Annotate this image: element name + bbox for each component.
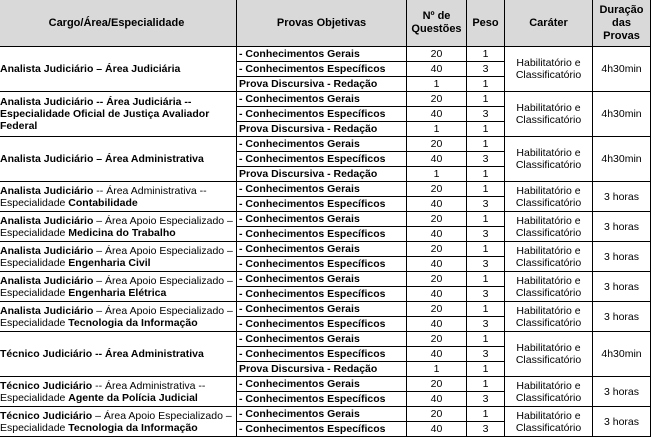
- questoes-cell: 40: [407, 422, 467, 437]
- cargo-cell: [0, 377, 237, 407]
- carater-cell: Habilitatório e Classificatório: [505, 182, 593, 212]
- questoes-cell: 40: [407, 392, 467, 407]
- table-row: [0, 182, 651, 197]
- cargo-cell: [0, 302, 237, 332]
- prova-cell: - Conhecimentos Gerais: [237, 212, 407, 227]
- prova-cell: Prova Discursiva - Redação: [237, 167, 407, 182]
- cargo-text: Técnico Judiciário: [0, 409, 93, 422]
- cargo-text: Analista Judiciário: [0, 214, 94, 227]
- prova-cell: Prova Discursiva - Redação: [237, 362, 407, 377]
- header-provas: Provas Objetivas: [237, 0, 407, 47]
- prova-cell: - Conhecimentos Gerais: [237, 302, 407, 317]
- table-row: [0, 137, 651, 152]
- questoes-cell: 40: [407, 287, 467, 302]
- duracao-cell: 3 horas: [593, 242, 651, 272]
- cargo-cell: [0, 137, 237, 182]
- questoes-cell: 40: [407, 62, 467, 77]
- peso-cell: 1: [467, 212, 505, 227]
- cargo-text: Engenharia Civil: [68, 256, 151, 269]
- peso-cell: 3: [467, 107, 505, 122]
- peso-cell: 3: [467, 317, 505, 332]
- table-row: [0, 302, 651, 317]
- questoes-cell: 1: [407, 167, 467, 182]
- questoes-cell: 20: [407, 377, 467, 392]
- prova-cell: - Conhecimentos Específicos: [237, 317, 407, 332]
- carater-cell: Habilitatório e Classificatório: [505, 242, 593, 272]
- table-row: [0, 377, 651, 392]
- peso-cell: 3: [467, 422, 505, 437]
- peso-cell: 1: [467, 242, 505, 257]
- peso-cell: 1: [467, 137, 505, 152]
- peso-cell: 3: [467, 347, 505, 362]
- duracao-cell: 3 horas: [593, 407, 651, 437]
- prova-cell: - Conhecimentos Gerais: [237, 407, 407, 422]
- cargo-text: Técnico Judiciário: [0, 379, 93, 392]
- questoes-cell: 20: [407, 272, 467, 287]
- peso-cell: 1: [467, 362, 505, 377]
- prova-cell: - Conhecimentos Específicos: [237, 347, 407, 362]
- prova-cell: - Conhecimentos Gerais: [237, 242, 407, 257]
- cargo-text: Técnico Judiciário -- Área Administrativa: [0, 348, 204, 360]
- cargo-text: Analista Judiciário -- Área Judiciária -- Especialidade Oficial de Justiça Avaliador Federal: [0, 96, 210, 132]
- peso-cell: 1: [467, 377, 505, 392]
- cargo-text: Analista Judiciário: [0, 244, 94, 257]
- peso-cell: 1: [467, 92, 505, 107]
- cargo-text: – Área Apoio Especializado – Especialidade: [0, 304, 233, 329]
- questoes-cell: 20: [407, 182, 467, 197]
- questoes-cell: 1: [407, 77, 467, 92]
- questoes-cell: 40: [407, 152, 467, 167]
- questoes-cell: 40: [407, 347, 467, 362]
- carater-cell: Habilitatório e Classificatório: [505, 92, 593, 137]
- table-row: [0, 212, 651, 227]
- carater-cell: Habilitatório e Classificatório: [505, 272, 593, 302]
- cargo-text: Analista Judiciário: [0, 274, 94, 287]
- peso-cell: 3: [467, 392, 505, 407]
- cargo-cell: [0, 92, 237, 137]
- prova-cell: - Conhecimentos Gerais: [237, 377, 407, 392]
- prova-cell: - Conhecimentos Específicos: [237, 197, 407, 212]
- prova-cell: - Conhecimentos Gerais: [237, 182, 407, 197]
- table-row: [0, 332, 651, 347]
- prova-cell: - Conhecimentos Gerais: [237, 272, 407, 287]
- peso-cell: 1: [467, 407, 505, 422]
- cargo-text: Analista Judiciário – Área Administrativa: [0, 153, 204, 165]
- cargo-cell: [0, 47, 237, 92]
- cargo-text: – Área Apoio Especializado – Especialidade: [0, 244, 233, 269]
- questoes-cell: 40: [407, 257, 467, 272]
- carater-cell: Habilitatório e Classificatório: [505, 332, 593, 377]
- peso-cell: 1: [467, 302, 505, 317]
- prova-cell: - Conhecimentos Específicos: [237, 227, 407, 242]
- cargo-text: – Área Apoio Especializado – Especialidade: [0, 214, 233, 239]
- cargo-text: -- Área Administrativa -- Especialidade: [0, 379, 206, 404]
- duracao-cell: 3 horas: [593, 212, 651, 242]
- questoes-cell: 1: [407, 362, 467, 377]
- carater-cell: Habilitatório e Classificatório: [505, 302, 593, 332]
- cargo-cell: [0, 272, 237, 302]
- prova-cell: Prova Discursiva - Redação: [237, 122, 407, 137]
- duracao-cell: 4h30min: [593, 47, 651, 92]
- cargo-cell: [0, 332, 237, 377]
- prova-cell: - Conhecimentos Gerais: [237, 137, 407, 152]
- questoes-cell: 40: [407, 197, 467, 212]
- header-duracao: Duração das Provas: [593, 0, 651, 47]
- questoes-cell: 40: [407, 227, 467, 242]
- prova-cell: - Conhecimentos Específicos: [237, 62, 407, 77]
- questoes-cell: 1: [407, 122, 467, 137]
- cargo-text: – Área Apoio Especializado – Especialidade: [0, 409, 232, 434]
- peso-cell: 1: [467, 122, 505, 137]
- questoes-cell: 20: [407, 92, 467, 107]
- cargo-text: Engenharia Elétrica: [68, 286, 167, 299]
- cargo-cell: [0, 212, 237, 242]
- cargo-text: Analista Judiciário – Área Judiciária: [0, 63, 181, 75]
- header-carater: Caráter: [505, 0, 593, 47]
- carater-cell: Habilitatório e Classificatório: [505, 212, 593, 242]
- peso-cell: 1: [467, 167, 505, 182]
- header-peso: Peso: [467, 0, 505, 47]
- table-row: [0, 47, 651, 62]
- peso-cell: 3: [467, 287, 505, 302]
- peso-cell: 1: [467, 182, 505, 197]
- questoes-cell: 20: [407, 302, 467, 317]
- duracao-cell: 3 horas: [593, 302, 651, 332]
- questoes-cell: 20: [407, 137, 467, 152]
- table-row: [0, 272, 651, 287]
- peso-cell: 1: [467, 77, 505, 92]
- duracao-cell: 3 horas: [593, 377, 651, 407]
- header-cargo: Cargo/Área/Especialidade: [0, 0, 237, 47]
- cargo-text: -- Área Administrativa -- Especialidade: [0, 184, 207, 209]
- peso-cell: 3: [467, 257, 505, 272]
- questoes-cell: 40: [407, 317, 467, 332]
- header-row: [0, 0, 651, 47]
- table-row: [0, 92, 651, 107]
- prova-cell: - Conhecimentos Gerais: [237, 332, 407, 347]
- duracao-cell: 4h30min: [593, 137, 651, 182]
- peso-cell: 3: [467, 152, 505, 167]
- prova-cell: - Conhecimentos Específicos: [237, 392, 407, 407]
- carater-cell: Habilitatório e Classificatório: [505, 137, 593, 182]
- questoes-cell: 20: [407, 212, 467, 227]
- cargo-text: Contabilidade: [68, 196, 138, 209]
- table-body: [0, 47, 651, 437]
- prova-cell: - Conhecimentos Específicos: [237, 422, 407, 437]
- cargo-text: Tecnologia da Informação: [68, 316, 198, 329]
- duracao-cell: 3 horas: [593, 272, 651, 302]
- cargo-text: Analista Judiciário: [0, 304, 94, 317]
- prova-cell: - Conhecimentos Específicos: [237, 152, 407, 167]
- cargo-cell: [0, 242, 237, 272]
- prova-cell: - Conhecimentos Gerais: [237, 92, 407, 107]
- cargo-text: Agente da Polícia Judicial: [68, 391, 198, 404]
- cargo-text: Medicina do Trabalho: [68, 226, 176, 239]
- peso-cell: 1: [467, 332, 505, 347]
- questoes-cell: 20: [407, 47, 467, 62]
- prova-cell: - Conhecimentos Gerais: [237, 47, 407, 62]
- peso-cell: 3: [467, 227, 505, 242]
- peso-cell: 1: [467, 47, 505, 62]
- duracao-cell: 4h30min: [593, 332, 651, 377]
- cargo-text: – Área Apoio Especializado – Especialidade: [0, 274, 233, 299]
- carater-cell: Habilitatório e Classificatório: [505, 377, 593, 407]
- carater-cell: Habilitatório e Classificatório: [505, 47, 593, 92]
- questoes-cell: 20: [407, 242, 467, 257]
- cargo-text: Analista Judiciário: [0, 184, 94, 197]
- questoes-cell: 20: [407, 332, 467, 347]
- prova-cell: - Conhecimentos Específicos: [237, 287, 407, 302]
- prova-cell: - Conhecimentos Específicos: [237, 257, 407, 272]
- questoes-cell: 20: [407, 407, 467, 422]
- peso-cell: 3: [467, 197, 505, 212]
- peso-cell: 3: [467, 62, 505, 77]
- duracao-cell: 4h30min: [593, 92, 651, 137]
- table-row: [0, 242, 651, 257]
- header-questoes: Nº de Questões: [407, 0, 467, 47]
- duracao-cell: 3 horas: [593, 182, 651, 212]
- peso-cell: 1: [467, 272, 505, 287]
- questoes-cell: 40: [407, 107, 467, 122]
- cargo-text: Tecnologia da Informação: [68, 421, 198, 434]
- prova-cell: - Conhecimentos Específicos: [237, 107, 407, 122]
- cargo-cell: [0, 182, 237, 212]
- cargo-cell: [0, 407, 237, 437]
- carater-cell: Habilitatório e Classificatório: [505, 407, 593, 437]
- prova-cell: Prova Discursiva - Redação: [237, 77, 407, 92]
- table-row: [0, 407, 651, 422]
